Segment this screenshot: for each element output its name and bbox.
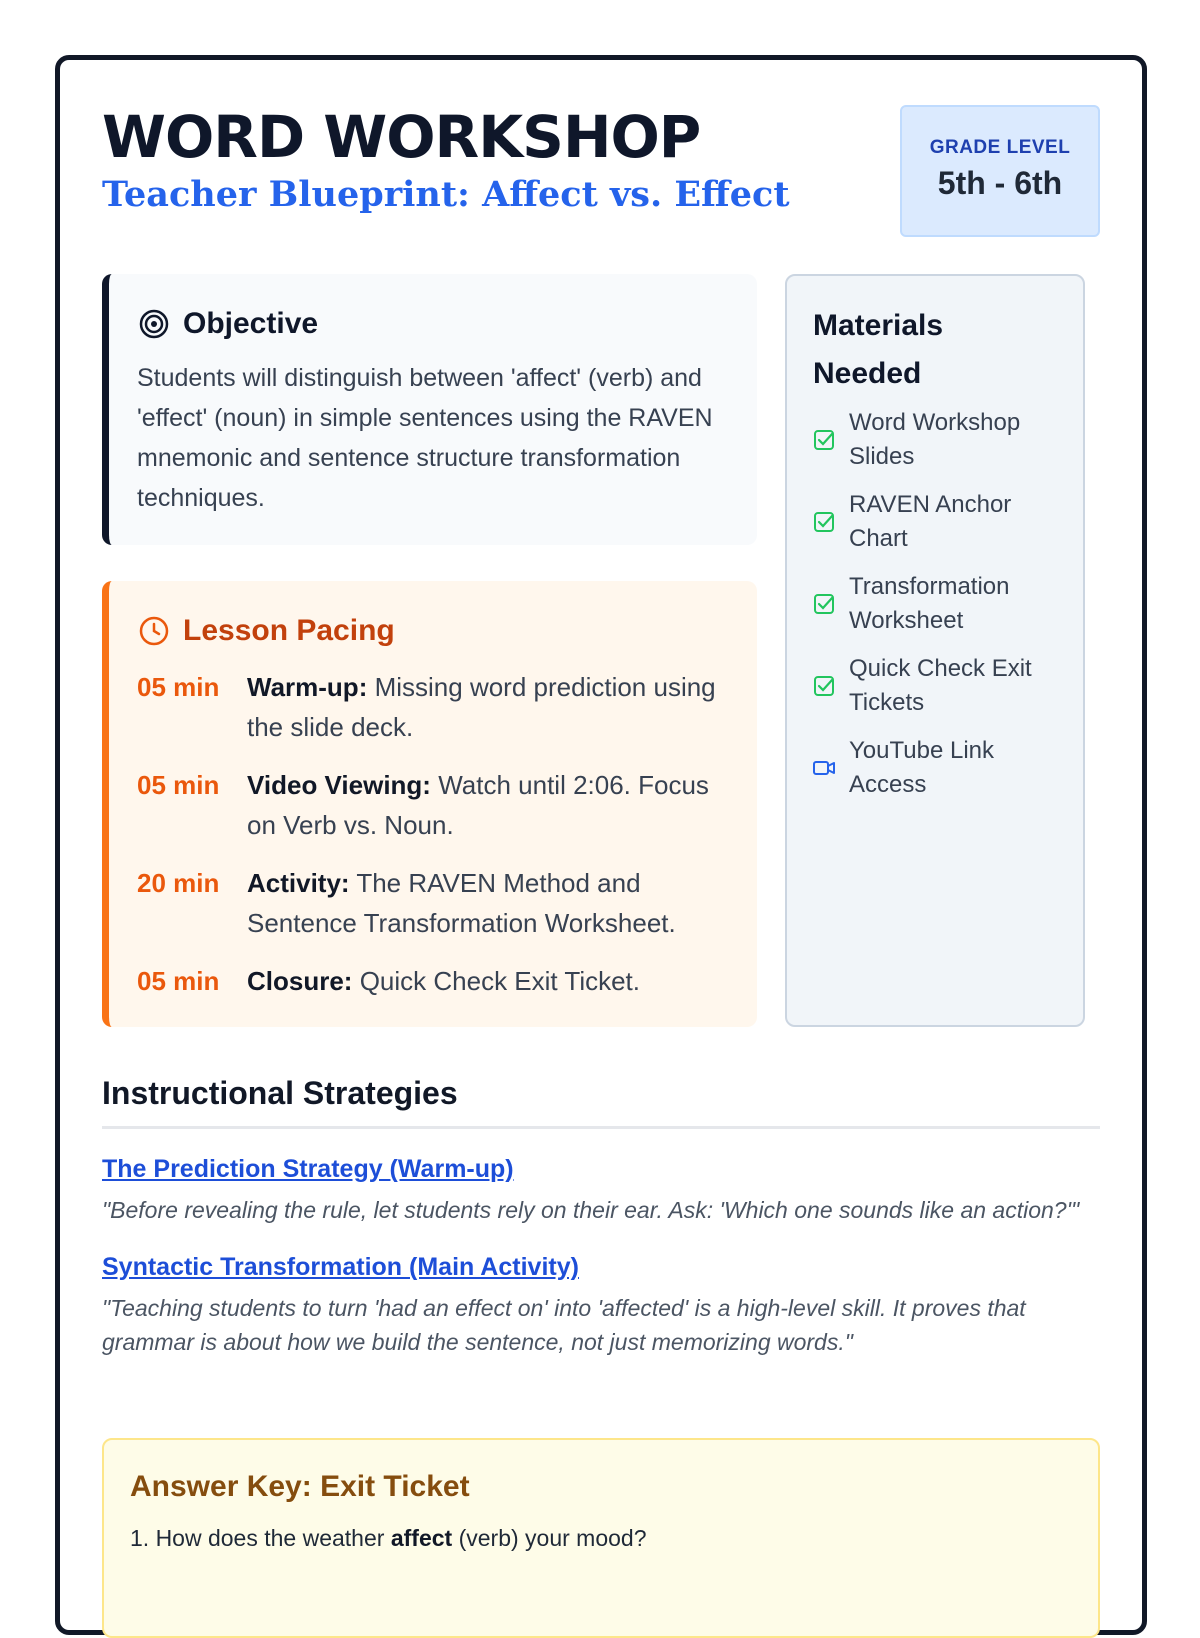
header — [102, 105, 1100, 235]
pacing-item — [137, 765, 729, 845]
strategy-item — [102, 1151, 1100, 1227]
material-label: Word Workshop Slides — [849, 409, 1021, 470]
answer-item — [130, 1520, 1072, 1556]
clock-icon — [137, 614, 171, 648]
pacing-label: Warm-up: — [247, 672, 368, 702]
check-square-icon — [813, 675, 835, 697]
lesson-pacing-box — [102, 581, 757, 1027]
strategy-item — [102, 1249, 1100, 1359]
check-square-icon — [813, 593, 835, 615]
answer-prefix: 1. How does the weather — [130, 1525, 391, 1551]
materials-title: Materials Needed — [813, 309, 944, 390]
pacing-time: 20 min — [137, 868, 220, 898]
material-item — [813, 652, 1059, 720]
material-label: Quick Check Exit Tickets — [849, 655, 1032, 716]
objective-text: Students will distinguish between 'affect' (verb) and 'effect' (noun) in simple sentences using the RAVEN mnemonic and sentence structure transformation techniques. — [137, 364, 713, 512]
target-icon — [137, 307, 171, 341]
pacing-label: Video Viewing: — [247, 770, 431, 800]
answer-suffix: (verb) your mood? — [452, 1525, 647, 1551]
material-item — [813, 734, 1059, 802]
pacing-desc: Watch until 2:06. Focus on Verb vs. Noun. — [247, 770, 709, 840]
material-item — [813, 488, 1059, 556]
page-title: WORD WORKSHOP — [102, 103, 701, 171]
answer-word: affect — [390, 1525, 453, 1551]
material-item — [813, 570, 1059, 638]
material-label: RAVEN Anchor Chart — [849, 491, 1012, 552]
lesson-pacing-title: Lesson Pacing — [183, 614, 395, 647]
materials-list — [813, 406, 1059, 802]
strategy-link[interactable]: The Prediction Strategy (Warm-up) — [102, 1155, 514, 1183]
material-label: YouTube Link Access — [849, 737, 995, 798]
pacing-item — [137, 961, 729, 1001]
pacing-time: 05 min — [137, 770, 220, 800]
pacing-item — [137, 667, 729, 747]
pacing-time: 05 min — [137, 966, 220, 996]
pacing-desc: The RAVEN Method and Sentence Transformation Worksheet. — [247, 868, 676, 938]
material-label: Transformation Worksheet — [849, 573, 1010, 634]
grade-level-badge — [900, 105, 1100, 237]
pacing-desc: Missing word prediction using the slide deck. — [247, 672, 716, 742]
strategies-section — [102, 1075, 1100, 1359]
strategy-quote: "Teaching students to turn 'had an effect on' into 'affected' is a high-level skill. It proves that grammar is about how we build the sentence, not just memorizing words." — [102, 1295, 1026, 1355]
grade-level-label: GRADE LEVEL — [929, 137, 1071, 158]
pacing-desc: Quick Check Exit Ticket. — [359, 966, 641, 996]
materials-box — [785, 274, 1085, 1027]
objective-box — [102, 274, 757, 545]
video-icon — [813, 757, 835, 779]
grade-level-value: 5th - 6th — [937, 165, 1063, 201]
answer-key-box — [102, 1438, 1100, 1638]
page-subtitle: Teacher Blueprint: Affect vs. Effect — [102, 174, 790, 215]
pacing-label: Activity: — [247, 868, 350, 898]
pacing-list — [137, 667, 729, 1001]
lesson-card — [55, 55, 1147, 1635]
check-square-icon — [813, 429, 835, 451]
pacing-time: 05 min — [137, 672, 220, 702]
material-item — [813, 406, 1059, 474]
pacing-label: Closure: — [247, 966, 353, 996]
check-square-icon — [813, 511, 835, 533]
answer-key-list — [130, 1520, 1072, 1556]
pacing-item — [137, 863, 729, 943]
strategies-title: Instructional Strategies — [102, 1075, 1100, 1129]
strategy-link[interactable]: Syntactic Transformation (Main Activity) — [102, 1253, 579, 1281]
objective-title: Objective — [183, 307, 319, 340]
answer-key-title: Answer Key: Exit Ticket — [130, 1470, 470, 1503]
strategy-quote: "Before revealing the rule, let students rely on their ear. Ask: 'Which one sounds like an action?'" — [102, 1197, 1080, 1223]
